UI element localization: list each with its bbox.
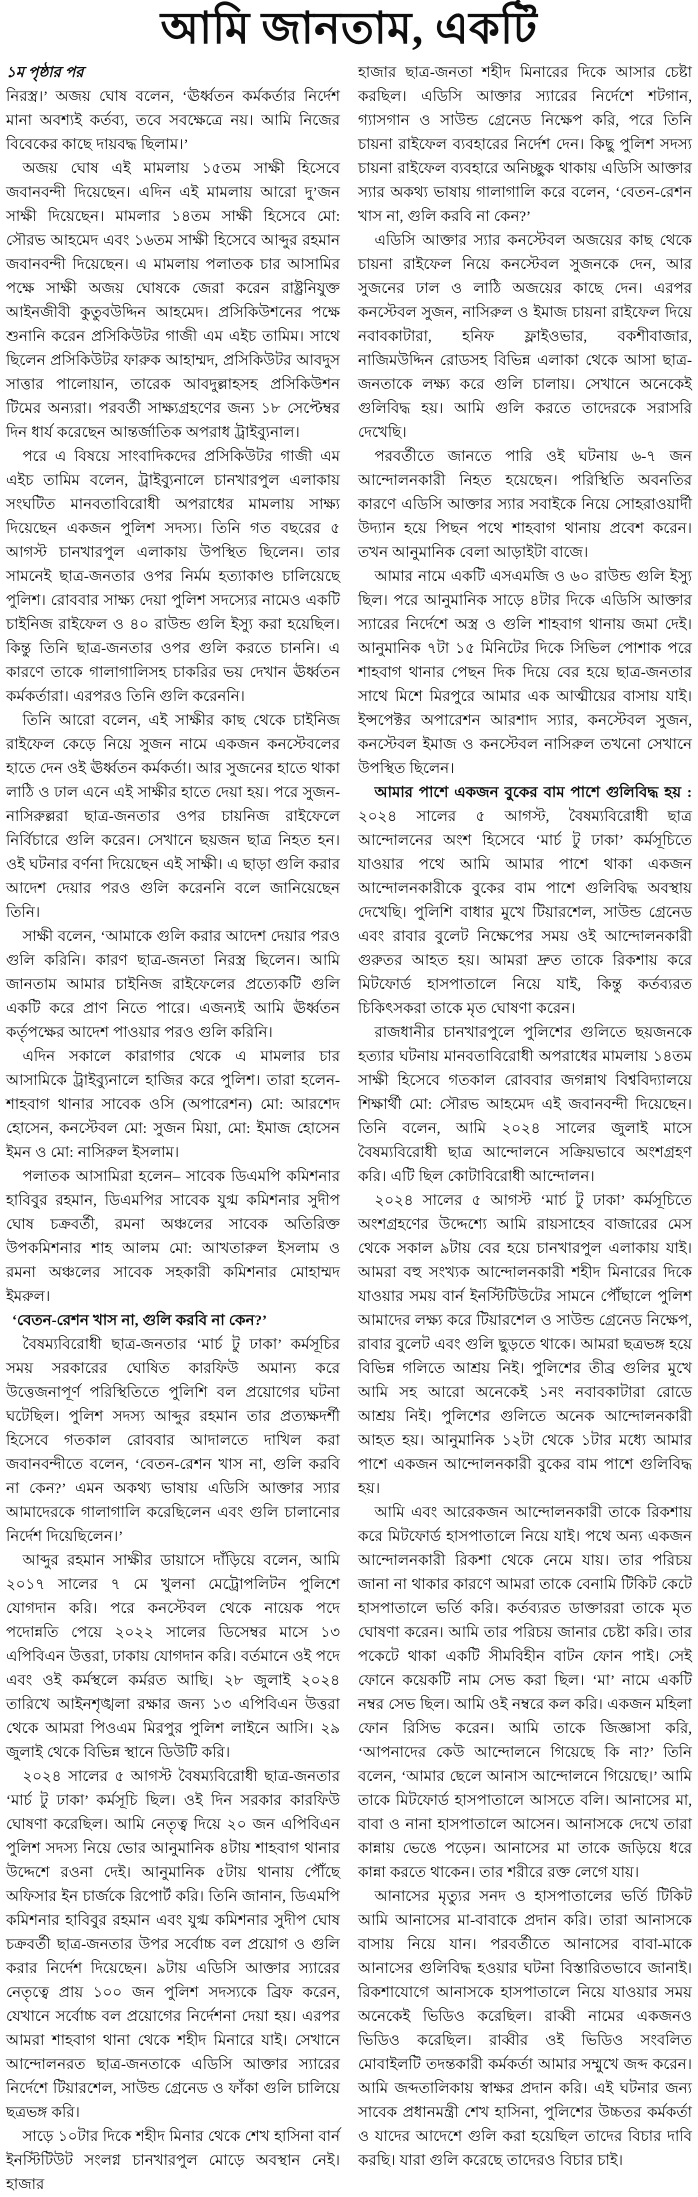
article-paragraph: পরবর্তীতে জানতে পারি ওই ঘটনায় ৬-৭ জন আন্দোলনকারী নিহত হয়েছেন। পরিস্থিতি অবনতির কারণে এডিসি আক্তার স্যার সবাইকে নিয়ে সোহরাওয়ার্দী উদ্যান হয়ে পিছন পথে শাহবাগ থানায় প্রবেশ করেন। তখন আনুমানিক বেলা আড়াইটা বাজে। — [358, 448, 692, 561]
article-paragraph: আমার নামে একটি এসএমজি ও ৬০ রাউন্ড গুলি ইস্যু ছিল। পরে আনুমানিক সাড়ে ৪টার দিকে এডিসি আক্তার স্যারের নির্দেশে অস্ত্র ও গুলি শাহবাগ থানায় জমা দেই। আনুমানিক ৭টা ১৫ মিনিটের দিকে সিভিল পোশাক পরে শাহবাগ থানার পেছন দিক দিয়ে বের হয়ে ছাত্র-জনতার সাথে মিশে মিরপুরে আমার এক আত্মীয়ের বাসায় যাই। ইন্সপেক্টর অপারেশন আরশাদ স্যার, কনস্টেবল সুজন, কনস্টেবল ইমাজ ও কনস্টেবল নাসিরুল তখনো সেখানে উপস্থিত ছিলেন। — [358, 568, 692, 777]
article-paragraph: সাড়ে ১০টার দিকে শহীদ মিনার থেকে শেখ হাসিনা বার্ন ইনস্টিটিউট সংলগ্ন চানখারপুল মোড়ে অবস্থান নেই। হাজার — [6, 2128, 340, 2193]
article-paragraph: আব্দুর রহমান সাক্ষীর ডায়াসে দাঁড়িয়ে বলেন, আমি ২০১৭ সালের ৭ মে খুলনা মেট্রোপলিটন পুলিশে যোগদান করি। পরে কনস্টেবল থেকে নায়েক পদে পদোন্নতি পেয়ে ২০২২ সালের ডিসেম্বর মাসে ১৩ এপিবিএন উত্তরা, ঢাকায় যোগদান করি। বর্তমানে ওই পদে এবং ওই কর্মস্থলে কর্মরত আছি। ২৮ জুলাই ২০২৪ তারিখে আইনশৃঙ্খলা রক্ষার জন্য ১৩ এপিবিএন উত্তরা থেকে আমরা পিওএম মিরপুর পুলিশ লাইনে আসি। ২৯ জুলাই থেকে বিভিন্ন স্থানে ডিউটি করি। — [6, 1552, 340, 1761]
article-headline: আমি জানতাম, একটি — [160, 4, 538, 53]
article-body — [6, 61, 692, 2197]
left-column — [6, 61, 340, 2197]
continued-from-page-label: ১ম পৃষ্ঠার পর — [6, 64, 84, 81]
right-column — [358, 61, 692, 2197]
article-paragraph: বৈষম্যবিরোধী ছাত্র-জনতার ‘মার্চ টু ঢাকা’ কর্মসূচির সময় সরকারের ঘোষিত কারফিউ অমান্য করে উত্তেজনাপূর্ণ পরিস্থিতিতে পুলিশি বল প্রয়োগের ঘটনা ঘটেছিল। পুলিশ সদস্য আব্দুর রহমান তার প্রত্যক্ষদর্শী হিসেবে গতকাল রোববার আদালতে দাখিল করা জবানবন্দীতে বলেন, ‘বেতন-রেশন খাস না, গুলি করবি না কেন?’ এমন অকথ্য ভাষায় এডিসি আক্তার স্যার আমাদেরকে গালাগালি করেছিলেন এবং গুলি চালানোর নির্দেশ দিয়েছিলেন।’ — [6, 1336, 340, 1545]
article-paragraph: সাক্ষী বলেন, ‘আমাকে গুলি করার আদেশ দেয়ার পরও গুলি করিনি। কারণ ছাত্র-জনতা নিরস্ত্র ছিলেন। আমি জানতাম আমার চাইনিজ রাইফেলের প্রত্যেকটি গুলি একটি করে প্রাণ নিতে পারে। এজন্যই আমি ঊর্ধ্বতন কর্তৃপক্ষের আদেশ পাওয়ার পরও গুলি করিনি। — [6, 928, 340, 1041]
article-paragraph: অজয় ঘোষ এই মামলায় ১৫তম সাক্ষী হিসেবে জবানবন্দী দিয়েছেন। এদিন এই মামলায় আরো দু’জন সাক্ষী দিয়েছেন। মামলার ১৪তম সাক্ষী হিসেবে মো: সৌরভ আহমেদ এবং ১৬তম সাক্ষী হিসেবে আব্দুর রহমান জবানবন্দী দিয়েছেন। এ মামলায় পলাতক চার আসামির পক্ষে সাক্ষী অজয় ঘোষকে জেরা করেন রাষ্ট্রনিযুক্ত আইনজীবী কুতুবউদ্দিন আহমেদ। প্রসিকিউশনের পক্ষে শুনানি করেন প্রসিকিউটর গাজী এম এইচ তামিম। সাথে ছিলেন প্রসিকিউটর ফারুক আহাম্মদ, প্রসিকিউটর আবদুস সাত্তার পালোয়ান, তারেক আবদুল্লাহসহ প্রসিকিউশন টিমের অন্যরা। পরবর্তী সাক্ষ্যগ্রহণের জন্য ১৮ সেপ্টেম্বর দিন ধার্য করেছেন আন্তর্জাতিক অপরাধ ট্রাইব্যুনাল। — [6, 160, 340, 441]
paragraph-bold-lead: আমার পাশে একজন বুকের বাম পাশে গুলিবিদ্ধ হয় : — [374, 784, 692, 801]
article-paragraph: পলাতক আসামিরা হলেন– সাবেক ডিএমপি কমিশনার হাবিবুর রহমান, ডিএমপির সাবেক যুগ্ম কমিশনার সুদীপ ঘোষ চক্রবর্তী, রমনা অঞ্চলের সাবেক অতিরিক্ত উপকমিশনার শাহ আলম মো: আখতারুল ইসলাম ও রমনা অঞ্চলের সাবেক সহকারী কমিশনার মোহাম্মদ ইমরুল। — [6, 1168, 340, 1305]
article-paragraph: হাজার ছাত্র-জনতা শহীদ মিনারের দিকে আসার চেষ্টা করছিল। এডিসি আক্তার স্যারের নির্দেশে শটগান, গ্যাসগান ও সাউন্ড গ্রেনেড নিক্ষেপ করি, পরে তিনি চায়না রাইফেল ব্যবহারের নির্দেশ দেন। কিছু পুলিশ সদস্য চায়না রাইফেল ব্যবহারে অনিচ্ছুক থাকায় এডিসি আক্তার স্যার অকথ্য ভাষায় গালাগালি করে বলেন, ‘বেতন-রেশন খাস না, গুলি করবি না কেন?’ — [358, 64, 692, 225]
article-paragraph: পরে এ বিষয়ে সাংবাদিকদের প্রসিকিউটর গাজী এম এইচ তামিম বলেন, ট্রাইব্যুনালে চানখারপুল এলাকায় সংঘটিত মানবতাবিরোধী অপরাধের মামলায় সাক্ষ্য দিয়েছেন একজন পুলিশ সদস্য। তিনি গত বছরের ৫ আগস্ট চানখারপুল এলাকায় উপস্থিত ছিলেন। তার সামনেই ছাত্র-জনতার ওপর নির্মম হত্যাকাণ্ড চালিয়েছে পুলিশ। রোববার সাক্ষ্য দেয়া পুলিশ সদস্যের নামেও একটি চাইনিজ রাইফেল ও ৪০ রাউন্ড গুলি ইস্যু করা হয়েছিল। কিন্তু তিনি ছাত্র-জনতার ওপর গুলি করতে চাননি। এ কারণে তাকে গালাগালিসহ চাকরির ভয় দেখান ঊর্ধ্বতন কর্মকর্তারা। এরপরও তিনি গুলি করেননি। — [6, 448, 340, 705]
article-paragraph: আমার পাশে একজন বুকের বাম পাশে গুলিবিদ্ধ হয় : ২০২৪ সালের ৫ আগস্ট, বৈষম্যবিরোধী ছাত্র আন্দোলনের অংশ হিসেবে ‘মার্চ টু ঢাকা’ কর্মসূচিতে যাওয়ার পথে আমি আমার পাশে থাকা একজন আন্দোলনকারীকে বুকের বাম পাশে গুলিবিদ্ধ অবস্থায় দেখেছি। পুলিশি বাধার মুখে টিয়ারশেল, সাউন্ড গ্রেনেড এবং রাবার বুলেট নিক্ষেপের সময় ওই আন্দোলনকারী গুরুতর আহত হয়। আমরা দ্রুত তাকে রিকশায় করে মিটফোর্ড হাসপাতালে নিয়ে যাই, কিন্তু কর্তব্যরত চিকিৎসকরা তাকে মৃত ঘোষণা করেন। — [358, 784, 692, 1017]
article-paragraph: আনাসের মৃত্যুর সনদ ও হাসপাতালের ভর্তি টিকিট আমি আনাসের মা-বাবাকে প্রদান করি। তারা আনাসকে বাসায় নিয়ে যান। পরবর্তীতে আনাসের বাবা-মাকে আনাসের গুলিবিদ্ধ হওয়ার ঘটনা বিস্তারিতভাবে জানাই। রিকশাযোগে আনাসকে হাসপাতালে নিয়ে যাওয়ার সময় অনেকেই ভিডিও করেছিল। রাব্বী নামের একজনও ভিডিও করেছিল। রাব্বীর ওই ভিডিও সংবলিত মোবাইলটি তদন্তকারী কর্মকর্তা আমার সম্মুখে জব্দ করেন। আমি জব্দতালিকায় স্বাক্ষর প্রদান করি। এই ঘটনার জন্য সাবেক প্রধানমন্ত্রী শেখ হাসিনা, পুলিশের উচ্চতর কর্মকর্তা ও যাদের আদেশে গুলি করা হয়েছিল তাদের বিচার দাবি করছি। যারা গুলি করেছে তাদেরও বিচার চাই। — [358, 1888, 692, 2169]
article-paragraph: এদিন সকালে কারাগার থেকে এ মামলার চার আসামিকে ট্রাইব্যুনালে হাজির করে পুলিশ। তারা হলেন- শাহবাগ থানার সাবেক ওসি (অপারেশন) মো: আরশেদ হোসেন, কনস্টেবল মো: সুজন মিয়া, মো: ইমাজ হোসেন ইমন ও মো: নাসিরুল ইসলাম। — [6, 1048, 340, 1161]
article-paragraph: ২০২৪ সালের ৫ আগস্ট বৈষম্যবিরোধী ছাত্র-জনতার ‘মার্চ টু ঢাকা’ কর্মসূচি ছিল। ওই দিন সরকার কারফিউ ঘোষণা করেছিল। আমি নেতৃত্ব দিয়ে ২০ জন এপিবিএন পুলিশ সদস্য নিয়ে ভোর আনুমানিক ৪টায় শাহবাগ থানার উদ্দেশে রওনা দেই। আনুমানিক ৫টায় থানায় পৌঁছে অফিসার ইন চার্জকে রিপোর্ট করি। তিনি জানান, ডিএমপি কমিশনার হাবিবুর রহমান এবং যুগ্ম কমিশনার সুদীপ ঘোষ চক্রবর্তী ছাত্র-জনতার উপর সর্বোচ্চ বল প্রয়োগ ও গুলি করার নির্দেশ দিয়েছেন। ৯টায় এডিসি আক্তার স্যারের নেতৃত্বে প্রায় ১০০ জন পুলিশ সদস্যকে ব্রিফ করেন, যেখানে সর্বোচ্চ বল প্রয়োগের নির্দেশনা দেয়া হয়। এরপর আমরা শাহবাগ থানা থেকে শহীদ মিনারে যাই। সেখানে আন্দোলনরত ছাত্র-জনতাকে এডিসি আক্তার স্যারের নির্দেশে টিয়ারশেল, সাউন্ড গ্রেনেড ও ফাঁকা গুলি চালিয়ে ছত্রভঙ্গ করি। — [6, 1768, 340, 2121]
article-paragraph: রাজধানীর চানখারপুলে পুলিশের গুলিতে ছয়জনকে হত্যার ঘটনায় মানবতাবিরোধী অপরাধের মামলায় ১৪তম সাক্ষী হিসেবে গতকাল রোববার জগন্নাথ বিশ্ববিদ্যালয়ে শিক্ষার্থী মো: সৌরভ আহমেদ এই জবানবন্দী দিয়েছেন। তিনি বলেন, আমি ২০২৪ সালের জুলাই মাসে বৈষম্যবিরোধী ছাত্র আন্দোলনে সক্রিয়ভাবে অংশগ্রহণ করি। এটি ছিল কোটাবিরোধী আন্দোলন। — [358, 1024, 692, 1185]
article-paragraph: নিরস্ত্র।’ অজয় ঘোষ বলেন, ‘ঊর্ধ্বতন কর্মকর্তার নির্দেশ মানা অবশ্যই কর্তব্য, তবে সবক্ষেত্রে নয়। আমি নিজের বিবেকের কাছে দায়বদ্ধ ছিলাম।’ — [6, 88, 340, 153]
section-subhead: ‘বেতন-রেশন খাস না, গুলি করবি না কেন?’ — [12, 1312, 267, 1329]
article-paragraph: আমি এবং আরেকজন আন্দোলনকারী তাকে রিকশায় করে মিটফোর্ড হাসপাতালে নিয়ে যাই। পথে অন্য একজন আন্দোলনকারী রিকশা থেকে নেমে যায়। তার পরিচয় জানা না থাকার কারণে আমরা তাকে বেনামি টিকিট কেটে হাসপাতালে ভর্তি করি। কর্তব্যরত ডাক্তাররা তাকে মৃত ঘোষণা করেন। আমি তার পরিচয় জানার চেষ্টা করি। তার পকেটে থাকা একটি সীমবিহীন বাটন ফোন পাই। সেই ফোনে কয়েকটি নাম সেভ করা ছিল। ‘মা’ নামে একটি নম্বর সেভ ছিল। আমি ওই নম্বরে কল করি। একজন মহিলা ফোন রিসিভ করেন। আমি তাকে জিজ্ঞাসা করি, ‘আপনাদের কেউ আন্দোলনে গিয়েছে কি না?’ তিনি বলেন, ‘আমার ছেলে আনাস আন্দোলনে গিয়েছে।’ আমি তাকে মিটফোর্ড হাসপাতালে আসতে বলি। আনাসের মা, বাবা ও নানা হাসপাতালে আসেন। আনাসকে দেখে তারা কান্নায় ভেঙে পড়েন। আনাসের মা তাকে জড়িয়ে ধরে কান্না করতে থাকেন। তার শরীরে রক্ত লেগে যায়। — [358, 1504, 692, 1881]
article-paragraph: এডিসি আক্তার স্যার কনস্টেবল অজয়ের কাছ থেকে চায়না রাইফেল নিয়ে কনস্টেবল সুজনকে দেন, আর সুজনের ঢাল ও লাঠি অজয়ের কাছে দেন। এরপর কনস্টেবল সুজন, নাসিরুল ও ইমাজ চায়না রাইফেল দিয়ে নবাবকাটারা, হনিফ ফ্লাইওভার, বকশীবাজার, নাজিমউদ্দিন রোডসহ বিভিন্ন এলাকা থেকে আসা ছাত্র-জনতাকে লক্ষ্য করে গুলি চালায়। সেখানে অনেকেই গুলিবিদ্ধ হয়। আমি গুলি করতে তাদেরকে সরাসরি দেখেছি। — [358, 232, 692, 441]
article-paragraph: তিনি আরো বলেন, এই সাক্ষীর কাছ থেকে চাইনিজ রাইফেল কেড়ে নিয়ে সুজন নামে একজন কনস্টেবলের হাতে দেন ওই ঊর্ধ্বতন কর্মকর্তা। আর সুজনের হাতে থাকা লাঠি ও ঢাল এনে এই সাক্ষীর হাতে দেয়া হয়। পরে সুজন-নাসিরুল্লরা ছাত্র-জনতার ওপর চায়নিজ রাইফেলে নির্বিচারে গুলি করেন। সেখানে ছয়জন ছাত্র নিহত হন। ওই ঘটনার বর্ণনা দিয়েছেন এই সাক্ষী। এ ছাড়া গুলি করার আদেশ দেয়ার পরও গুলি করেননি বলে জানিয়েছেন তিনি। — [6, 712, 340, 921]
article-paragraph: ২০২৪ সালের ৫ আগস্ট ‘মার্চ টু ঢাকা’ কর্মসূচিতে অংশগ্রহণের উদ্দেশ্যে আমি রায়সাহেব বাজারের মেস থেকে সকাল ৯টায় বের হয়ে চানখারপুল এলাকায় যাই। আমরা বহু সংখ্যক আন্দোলনকারী শহীদ মিনারের দিকে যাওয়ার সময় বার্ন ইনস্টিটিউটের সামনে পৌঁছালে পুলিশ আমাদের লক্ষ্য করে টিয়ারশেল ও সাউন্ড গ্রেনেড নিক্ষেপ, রাবার বুলেট এবং গুলি ছুড়তে থাকে। আমরা ছত্রভঙ্গ হয়ে বিভিন্ন গলিতে আশ্রয় নিই। পুলিশের তীব্র গুলির মুখে আমি সহ আরো অনেকেই ১নং নবাবকাটারা রোডে আশ্রয় নিই। পুলিশের গুলিতে অনেক আন্দোলনকারী আহত হয়। আনুমানিক ১২টা থেকে ১টার মধ্যে আমার পাশে একজন আন্দোলনকারী বুকের বাম পাশে গুলিবিদ্ধ হয়। — [358, 1192, 692, 1497]
